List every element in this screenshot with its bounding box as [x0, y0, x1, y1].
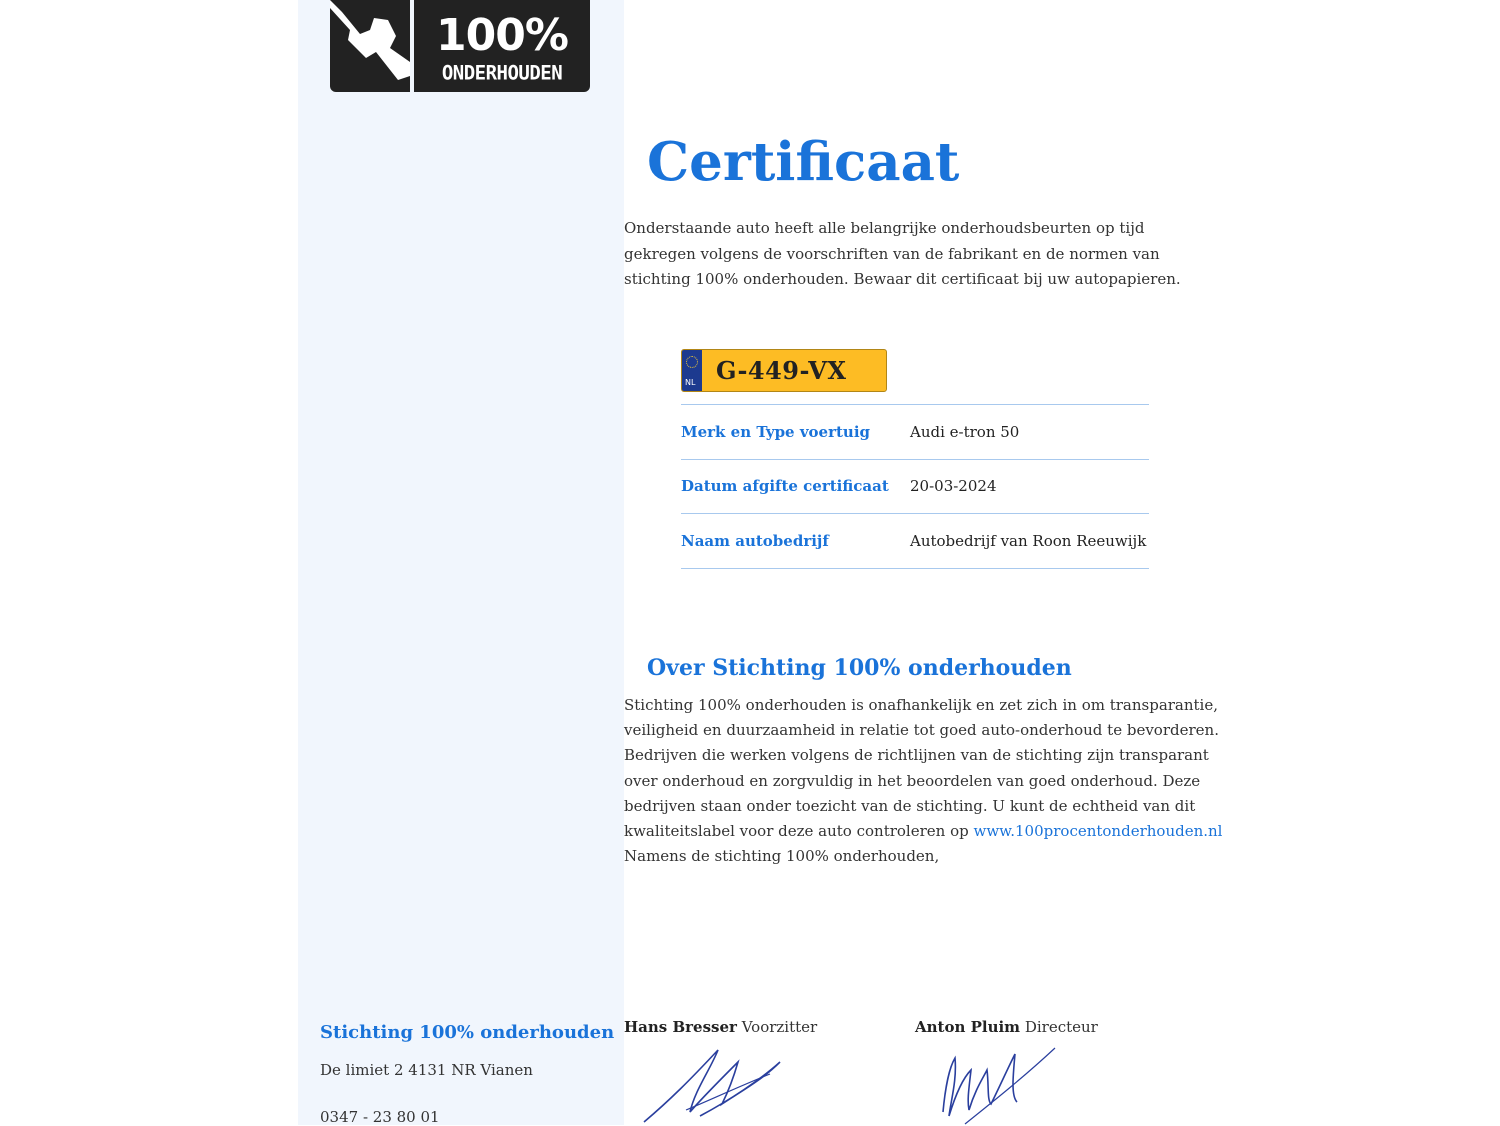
vehicle-info-table — [681, 404, 1149, 569]
intro-text: Onderstaande auto heeft alle belangrijke onderhoudsbeurten op tijd gekregen volgens de voorschriften van de fabrikant en de normen van stichting 100% onderhouden. Bewaar dit certificaat bij uw autopapieren. — [624, 219, 1181, 288]
signer-role: Voorzitter — [741, 1018, 818, 1036]
info-label: Datum afgifte certificaat — [681, 477, 889, 496]
brand-logo — [330, 0, 591, 94]
verification-link[interactable]: www.100procentonderhouden.nl — [973, 822, 1223, 841]
info-row — [681, 514, 1149, 569]
signature-director — [935, 1040, 1065, 1125]
info-label: Naam autobedrijf — [681, 531, 829, 550]
about-closing: Namens de stichting 100% onderhouden, — [624, 847, 940, 866]
signer-role: Directeur — [1024, 1018, 1098, 1036]
info-row — [681, 460, 1149, 515]
signer-director — [915, 1018, 1098, 1036]
signer-name: Anton Pluim — [915, 1018, 1021, 1036]
eu-band — [682, 350, 702, 391]
about-text — [624, 693, 1224, 869]
signature-chairman — [640, 1040, 790, 1125]
sidebar-panel — [298, 0, 624, 1125]
logo-wordmark — [414, 0, 590, 92]
logo-word: ONDERHOUDEN — [441, 61, 563, 85]
eu-stars-icon — [686, 356, 698, 368]
info-value: Autobedrijf van Roon Reeuwijk — [910, 531, 1147, 550]
info-value: 20-03-2024 — [910, 477, 997, 496]
signer-chairman — [624, 1018, 817, 1036]
info-row — [681, 405, 1149, 460]
about-heading: Over Stichting 100% onderhouden — [647, 655, 1072, 681]
foundation-name: Stichting 100% onderhouden — [320, 1022, 615, 1043]
page-title: Certificaat — [647, 131, 960, 193]
about-body: Stichting 100% onderhouden is onafhankelijk en zet zich in om transparantie, veiligheid en duurzaamheid in relatie tot goed auto-onderhoud te bevorderen. Bedrijven die werken volgens de richtlijnen van de stichting zijn transparant over onderhoud en zorgvuldig in het beoordelen van goed onderhoud. Deze bedrijven staan onder toezicht van de stichting. U kunt de echtheid van dit kwaliteitslabel voor deze auto controleren op — [624, 696, 1219, 841]
license-plate — [681, 349, 887, 392]
logo-percent: 100% — [436, 10, 568, 61]
wrench-icon — [330, 0, 410, 92]
plate-number: G-449-VX — [716, 356, 847, 385]
foundation-address: De limiet 2 4131 NR Vianen — [320, 1061, 533, 1079]
plate-country: NL — [685, 378, 696, 387]
info-label: Merk en Type voertuig — [681, 422, 871, 441]
foundation-phone: 0347 - 23 80 01 — [320, 1108, 440, 1126]
info-value: Audi e-tron 50 — [910, 422, 1020, 441]
signer-name: Hans Bresser — [624, 1018, 737, 1036]
